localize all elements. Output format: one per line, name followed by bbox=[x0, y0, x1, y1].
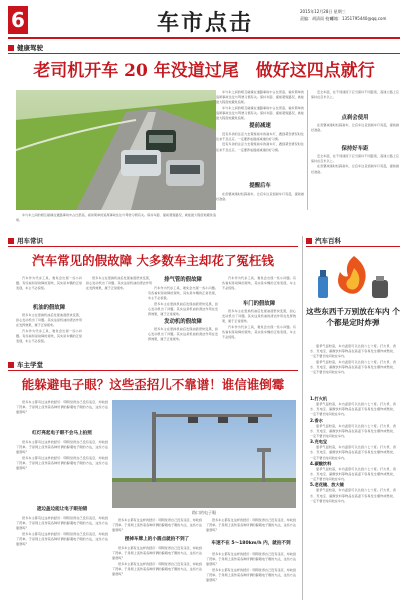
article2-col3 bbox=[148, 286, 218, 317]
article4-col3b bbox=[206, 552, 296, 583]
article1-subhead-2: 点刹会使用 bbox=[341, 115, 369, 121]
article1-body-right bbox=[311, 90, 399, 100]
highway-cars-image bbox=[16, 90, 216, 210]
article3-item-text: 夏季气温较高，车内温度可以达到六七十度。打火机、香水、充电宝、碳酸饮料等物品在高温下容易发生爆炸或燃烧，一定不要长时间放在车内。 bbox=[310, 402, 396, 417]
article1-subhead-3: 保持好车距 bbox=[341, 146, 369, 152]
article2-paragraph: 汽车作为代步工具，难免会出现一些小问题。有些看似是故障的现象，其实是车辆的正常表现，车主不必惊慌。 bbox=[222, 276, 296, 291]
article1-paragraph: 在需要减速时轻踩刹车，让后车注意到刹车灯亮起，提前做好准备。 bbox=[216, 192, 304, 202]
article1-paragraph: 没有多余的注意力去观察前车的刹车灯，遇到紧急情况时往往来不及反应。一定要养成提前减速的好习惯。 bbox=[216, 132, 304, 142]
article4-paragraph: 很多车主都有过这样的经历：明明觉得自己没有违章，却收到了罚单。于是网上流传着各种所谓的躲避电子眼的方法，这些方法靠谱吗？ bbox=[206, 518, 296, 533]
article4-paragraph: 很多车主都有过这样的经历：明明觉得自己没有违章，却收到了罚单。于是网上流传着各种所谓的躲避电子眼的方法，这些方法靠谱吗？ bbox=[206, 567, 296, 583]
article2-col4b bbox=[222, 309, 296, 340]
article4-paragraph: 很多车主都有过这样的经历：明明觉得自己没有违章，却收到了罚单。于是网上流传着各种所谓的躲避电子眼的方法，这些方法靠谱吗？ bbox=[16, 531, 108, 547]
section-advice bbox=[8, 360, 298, 369]
article3-item: 1.打火机 bbox=[310, 396, 328, 401]
flame-bottle-icon bbox=[310, 250, 396, 302]
article4-headline: 能躲避电子眼？这些歪招儿不靠谱！谁信谁倒霉 bbox=[21, 377, 285, 392]
article4-subhead-1: 红灯亮起电子眼不会马上拍照 bbox=[32, 431, 92, 436]
article1-body-left bbox=[216, 90, 304, 121]
article2-paragraph: 汽车作为代步工具，难免会出现一些小问题。有些看似是故障的现象，其实是车辆的正常表现，车主不必惊慌。 bbox=[222, 324, 296, 340]
article1-paragraph: 在需要减速时轻踩刹车，让后车注意到刹车灯亮起，提前做好准备。 bbox=[311, 123, 399, 133]
article1-body-left-3 bbox=[216, 192, 304, 202]
section-rule bbox=[8, 53, 400, 54]
article4-subhead-2: 遮边盖边能让电子眼拍错 bbox=[36, 507, 88, 512]
article1-paragraph: 在需要减速时轻踩刹车，让后车注意到刹车灯亮起，提前做好准备。 bbox=[311, 164, 399, 174]
column-divider bbox=[307, 90, 308, 210]
article1-paragraph: 安全车距，在不同速度下应当保持不同距离，高速公路上应保持在百米以上。 bbox=[311, 90, 399, 100]
article3-item: 5.老花镜、放大镜 bbox=[310, 482, 344, 488]
article4-photo bbox=[112, 400, 296, 508]
article4-photo-caption: 路口的电子眼 bbox=[192, 510, 216, 515]
article2-subhead-4: 车门的假故障 bbox=[242, 301, 276, 307]
article1-subhead-1: 提前减速 bbox=[249, 123, 271, 129]
section-marker bbox=[306, 238, 312, 244]
article4-paragraph: 很多车主都有过这样的经历：明明觉得自己没有违章，却收到了罚单。于是网上流传着各种所谓的躲避电子眼的方法，这些方法靠谱吗？ bbox=[16, 516, 108, 531]
article2-subhead-3: 发动机的假故障 bbox=[164, 319, 202, 325]
article4-paragraph: 很多车主都有过这样的经历：明明觉得自己没有违章，却收到了罚单。于是网上流传着各种所谓的躲避电子眼的方法，这些方法靠谱吗？ bbox=[112, 518, 202, 533]
article3-item-text: 夏季气温较高，车内温度可以达到六七十度。打火机、香水、充电宝、碳酸饮料等物品在高温下容易发生爆炸或燃烧，一定不要长时间放在车内。 bbox=[310, 488, 396, 503]
section-rule bbox=[8, 370, 298, 371]
section-encyclopedia bbox=[306, 236, 400, 245]
traffic-camera-image bbox=[112, 400, 296, 508]
section-common-sense bbox=[8, 236, 298, 245]
article3-headline: 这些东西千万别放在车内 个个都是定时炸弹 bbox=[306, 307, 400, 327]
article1-paragraph: 车与车之间的相互碰撞在道路事故中占比很高，看似简单的追尾事故往往与驾驶习惯有关。保持车距、提前观察路况，就能最大程度地避免追尾。 bbox=[216, 90, 304, 105]
article2-paragraph: 很多车主在更换机油后发现油液很快变黑，担心发动机出了问题。其实这是机油的清洁作用在发挥效果，属于正常现象。 bbox=[148, 327, 218, 342]
article2-subhead-2: 排气管的假故障 bbox=[164, 277, 202, 283]
article1-photo bbox=[16, 90, 216, 210]
article2-col1b bbox=[16, 313, 82, 344]
section-rule bbox=[306, 246, 400, 247]
article1-headline: 老司机开车 20 年没道过尾 做好这四点就行 bbox=[33, 61, 375, 81]
article4-paragraph: 很多车主都有过这样的经历：明明觉得自己没有违章，却收到了罚单。于是网上流传着各种所谓的躲避电子眼的方法，这些方法靠谱吗？ bbox=[206, 552, 296, 567]
article4-col3 bbox=[206, 518, 296, 534]
section-advice-label: 车主学堂 bbox=[17, 361, 43, 369]
article2-paragraph: 很多车主在更换机油后发现油液很快变黑，担心发动机出了问题。其实这是机油的清洁作用在发挥效果，属于正常现象。 bbox=[148, 301, 218, 317]
article2-paragraph: 汽车作为代步工具，难免会出现一些小问题。有些看似是故障的现象，其实是车辆的正常表现，车主不必惊慌。 bbox=[16, 276, 82, 291]
article2-paragraph: 汽车作为代步工具，难免会出现一些小问题。有些看似是故障的现象，其实是车辆的正常表现，车主不必惊慌。 bbox=[148, 286, 218, 301]
article2-subhead-1: 机油的假故障 bbox=[32, 305, 66, 311]
article4-paragraph: 很多车主都有过这样的经历：明明觉得自己没有违章，却收到了罚单。于是网上流传着各种所谓的躲避电子眼的方法，这些方法靠谱吗？ bbox=[16, 400, 108, 415]
masthead-rule bbox=[8, 37, 400, 39]
article3-list bbox=[310, 396, 396, 504]
article1-paragraph: 车与车之间的相互碰撞在道路事故中占比很高，看似简单的追尾事故往往与驾驶习惯有关。保持车距、提前观察路况，就能最大程度地避免追尾。 bbox=[216, 105, 304, 121]
article3-paragraph: 夏季气温较高，车内温度可以达到六七十度。打火机、香水、充电宝、碳酸饮料等物品在高温下容易发生爆炸或燃烧，一定不要长时间放在车内。 bbox=[310, 344, 396, 359]
article4-col1 bbox=[16, 400, 108, 416]
article1-body-right-2 bbox=[311, 123, 399, 133]
article1-body-bottom bbox=[16, 213, 216, 223]
article2-paragraph: 很多车主在更换机油后发现油液很快变黑，担心发动机出了问题。其实这是机油的清洁作用在发挥效果，属于正常现象。 bbox=[222, 309, 296, 324]
article4-paragraph: 很多车主都有过这样的经历：明明觉得自己没有违章，却收到了罚单。于是网上流传着各种所谓的躲避电子眼的方法，这些方法靠谱吗？ bbox=[112, 561, 202, 577]
article4-paragraph: 很多车主都有过这样的经历：明明觉得自己没有违章，却收到了罚单。于是网上流传着各种所谓的躲避电子眼的方法，这些方法靠谱吗？ bbox=[16, 440, 108, 455]
article4-col1b bbox=[16, 440, 108, 471]
article2-col4 bbox=[222, 276, 296, 292]
article1-body-right-3 bbox=[311, 154, 399, 175]
article3-item-text: 夏季气温较高，车内温度可以达到六七十度。打火机、香水、充电宝、碳酸饮料等物品在高温下容易发生爆炸或燃烧，一定不要长时间放在车内。 bbox=[310, 423, 396, 439]
section-common-sense-label: 用车常识 bbox=[17, 237, 43, 245]
article4-paragraph: 很多车主都有过这样的经历：明明觉得自己没有违章，却收到了罚单。于是网上流传着各种所谓的躲避电子眼的方法，这些方法靠谱吗？ bbox=[16, 455, 108, 471]
article2-headline: 汽车常见的假故障 大多数车主却花了冤枉钱 bbox=[32, 253, 274, 268]
article3-paragraph: 夏季气温较高，车内温度可以达到六七十度。打火机、香水、充电宝、碳酸饮料等物品在高温下容易发生爆炸或燃烧，一定不要长时间放在车内。 bbox=[310, 359, 396, 375]
article2-paragraph: 很多车主在更换机油后发现油液很快变黑，担心发动机出了问题。其实这是机油的清洁作用在发挥效果，属于正常现象。 bbox=[16, 313, 82, 328]
section-encyclopedia-label: 汽车百科 bbox=[315, 237, 341, 245]
masthead-date: 2015年12月28日 星期三 bbox=[300, 9, 346, 14]
section-health-label: 健康驾驶 bbox=[17, 44, 43, 52]
article2-col1 bbox=[16, 276, 82, 292]
section-marker bbox=[8, 362, 14, 368]
article4-col1c bbox=[16, 516, 108, 547]
article4-col2 bbox=[112, 518, 202, 534]
article3-item-text: 夏季气温较高，车内温度可以达到六七十度。打火机、香水、充电宝、碳酸饮料等物品在高温下容易发生爆炸或燃烧，一定不要长时间放在车内。 bbox=[310, 466, 396, 482]
page-number-badge: 6 bbox=[8, 6, 28, 34]
article1-body-left-2 bbox=[216, 132, 304, 153]
section-marker bbox=[8, 238, 14, 244]
article3-body bbox=[310, 344, 396, 375]
article2-paragraph: 很多车主在更换机油后发现油液很快变黑，担心发动机出了问题。其实这是机油的清洁作用在发挥效果，属于正常现象。 bbox=[86, 276, 152, 291]
article1-paragraph: 安全车距，在不同速度下应当保持不同距离，高速公路上应保持在百米以上。 bbox=[311, 154, 399, 164]
article3-item: 2.香水 bbox=[310, 417, 323, 423]
article3-item-text: 夏季气温较高，车内温度可以达到六七十度。打火机、香水、充电宝、碳酸饮料等物品在高温下容易发生爆炸或燃烧，一定不要长时间放在车内。 bbox=[310, 445, 396, 460]
article1-paragraph: 没有多余的注意力去观察前车的刹车灯，遇到紧急情况时往往来不及反应。一定要养成提前减速的好习惯。 bbox=[216, 142, 304, 152]
masthead-email: 邮箱：1351795440@qq.com bbox=[330, 16, 387, 21]
page-title: 车市点击 bbox=[156, 11, 253, 36]
article4-paragraph: 很多车主都有过这样的经历：明明觉得自己没有违章，却收到了罚单。于是网上流传着各种所谓的躲避电子眼的方法，这些方法靠谱吗？ bbox=[112, 546, 202, 561]
section-rule bbox=[8, 246, 298, 247]
section-health bbox=[8, 43, 400, 52]
column-divider bbox=[302, 236, 303, 600]
article4-col2b bbox=[112, 546, 202, 577]
article1-subhead-4: 提醒后车 bbox=[249, 183, 271, 189]
article3-item: 3.充电宝 bbox=[310, 439, 328, 445]
masthead-editor: 责编：胡清雨 校对： bbox=[300, 16, 338, 21]
article3-item: 4.碳酸饮料 bbox=[310, 460, 332, 466]
article4-subhead-4: 车速不在 5～180km/h 内，就拍不到 bbox=[211, 541, 291, 546]
article2-col2 bbox=[86, 276, 152, 292]
article3-photo bbox=[310, 250, 396, 302]
article1-paragraph: 车与车之间的相互碰撞在道路事故中占比很高，看似简单的追尾事故往往与驾驶习惯有关。保持车距、提前观察路况，就能最大程度地避免追尾。 bbox=[16, 213, 216, 223]
section-marker bbox=[8, 45, 14, 51]
article2-col3b bbox=[148, 327, 218, 343]
article2-paragraph: 汽车作为代步工具，难免会出现一些小问题。有些看似是故障的现象，其实是车辆的正常表现，车主不必惊慌。 bbox=[16, 328, 82, 344]
masthead bbox=[0, 0, 408, 42]
article4-subhead-3: 摆掉车牌上的小圆点就拍不到了 bbox=[124, 537, 190, 542]
